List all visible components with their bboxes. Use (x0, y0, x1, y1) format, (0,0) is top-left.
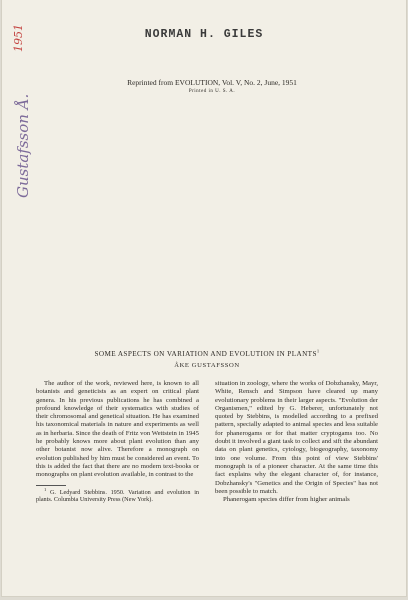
right-column (215, 380, 378, 504)
article-author: ÅKE GUSTAFSSON (174, 362, 240, 369)
reprint-source: Reprinted from EVOLUTION, Vol. V, No. 2, June, 1951 (127, 78, 297, 87)
article-title-text: SOME ASPECTS ON VARIATION AND EVOLUTION IN PLANTS (94, 350, 317, 358)
title-footnote-mark: 1 (316, 348, 320, 354)
pencil-annotation (8, 16, 30, 196)
printed-in: Printed in U. S. A. (188, 89, 236, 94)
body-paragraph-continued: situation in zoology, where the works of Dobzhansky, Mayr, White, Rensch and Simpson have cleared up many evolutionary problems in their larger aspects. "Evolution der Organismen," edited by G. Heberer, unfortunately not quoted by Stebbins, is modelled according to a prefixed pattern, specially adapted to animal species and less suitable for phanerogams or for that matter cryptogams too. No doubt it involved a giant task to collect and sift the abundant data on plant genetics, cytology, biogeography, taxonomy into one volume. From this point of view Stebbins' monograph is of a pioneer character. At the same time this fact explains why the elegant character of, for instance, Dobzhansky's "Genetics and the Origin of Species" has not been possible to match. (215, 380, 378, 495)
pencil-name: Gustafsson Å. (14, 93, 32, 198)
article-title (32, 350, 382, 358)
footnote-text: G. Ledyard Stebbins. 1950. Variation and evolution in plants. Columbia University Press (New York). (36, 488, 200, 504)
footnote-mark: 1 (44, 486, 47, 492)
footnote-divider (36, 485, 66, 486)
body-paragraph-next: Phanerogam species differ from higher animals (223, 496, 350, 504)
reprint-notice (62, 78, 362, 96)
pencil-year: 1951 (12, 24, 25, 52)
reprint-page (2, 0, 406, 596)
footnote (36, 486, 200, 504)
body-paragraph: The author of the work, reviewed here, is known to all botanists and geneticists as an expert on critical plant genera. In his previous publications he has combined a profound knowledge of their systematics with studies of their chromosomal and genetical situation. He has examined his taxonomical materials in nature and experiments as well as in herbaria. Since the death of Fritz von Wettstein in 1945 he probably knows more about plant evolution than any other botanist now alive. Therefore a monograph on evolution published by him must be considered an event. To this is added the fact that there are no modern text-books or monographs on plant evolution available, in contrast to the (36, 380, 199, 479)
left-column (36, 380, 199, 504)
owner-stamp: NORMAN H. GILES (144, 28, 264, 41)
